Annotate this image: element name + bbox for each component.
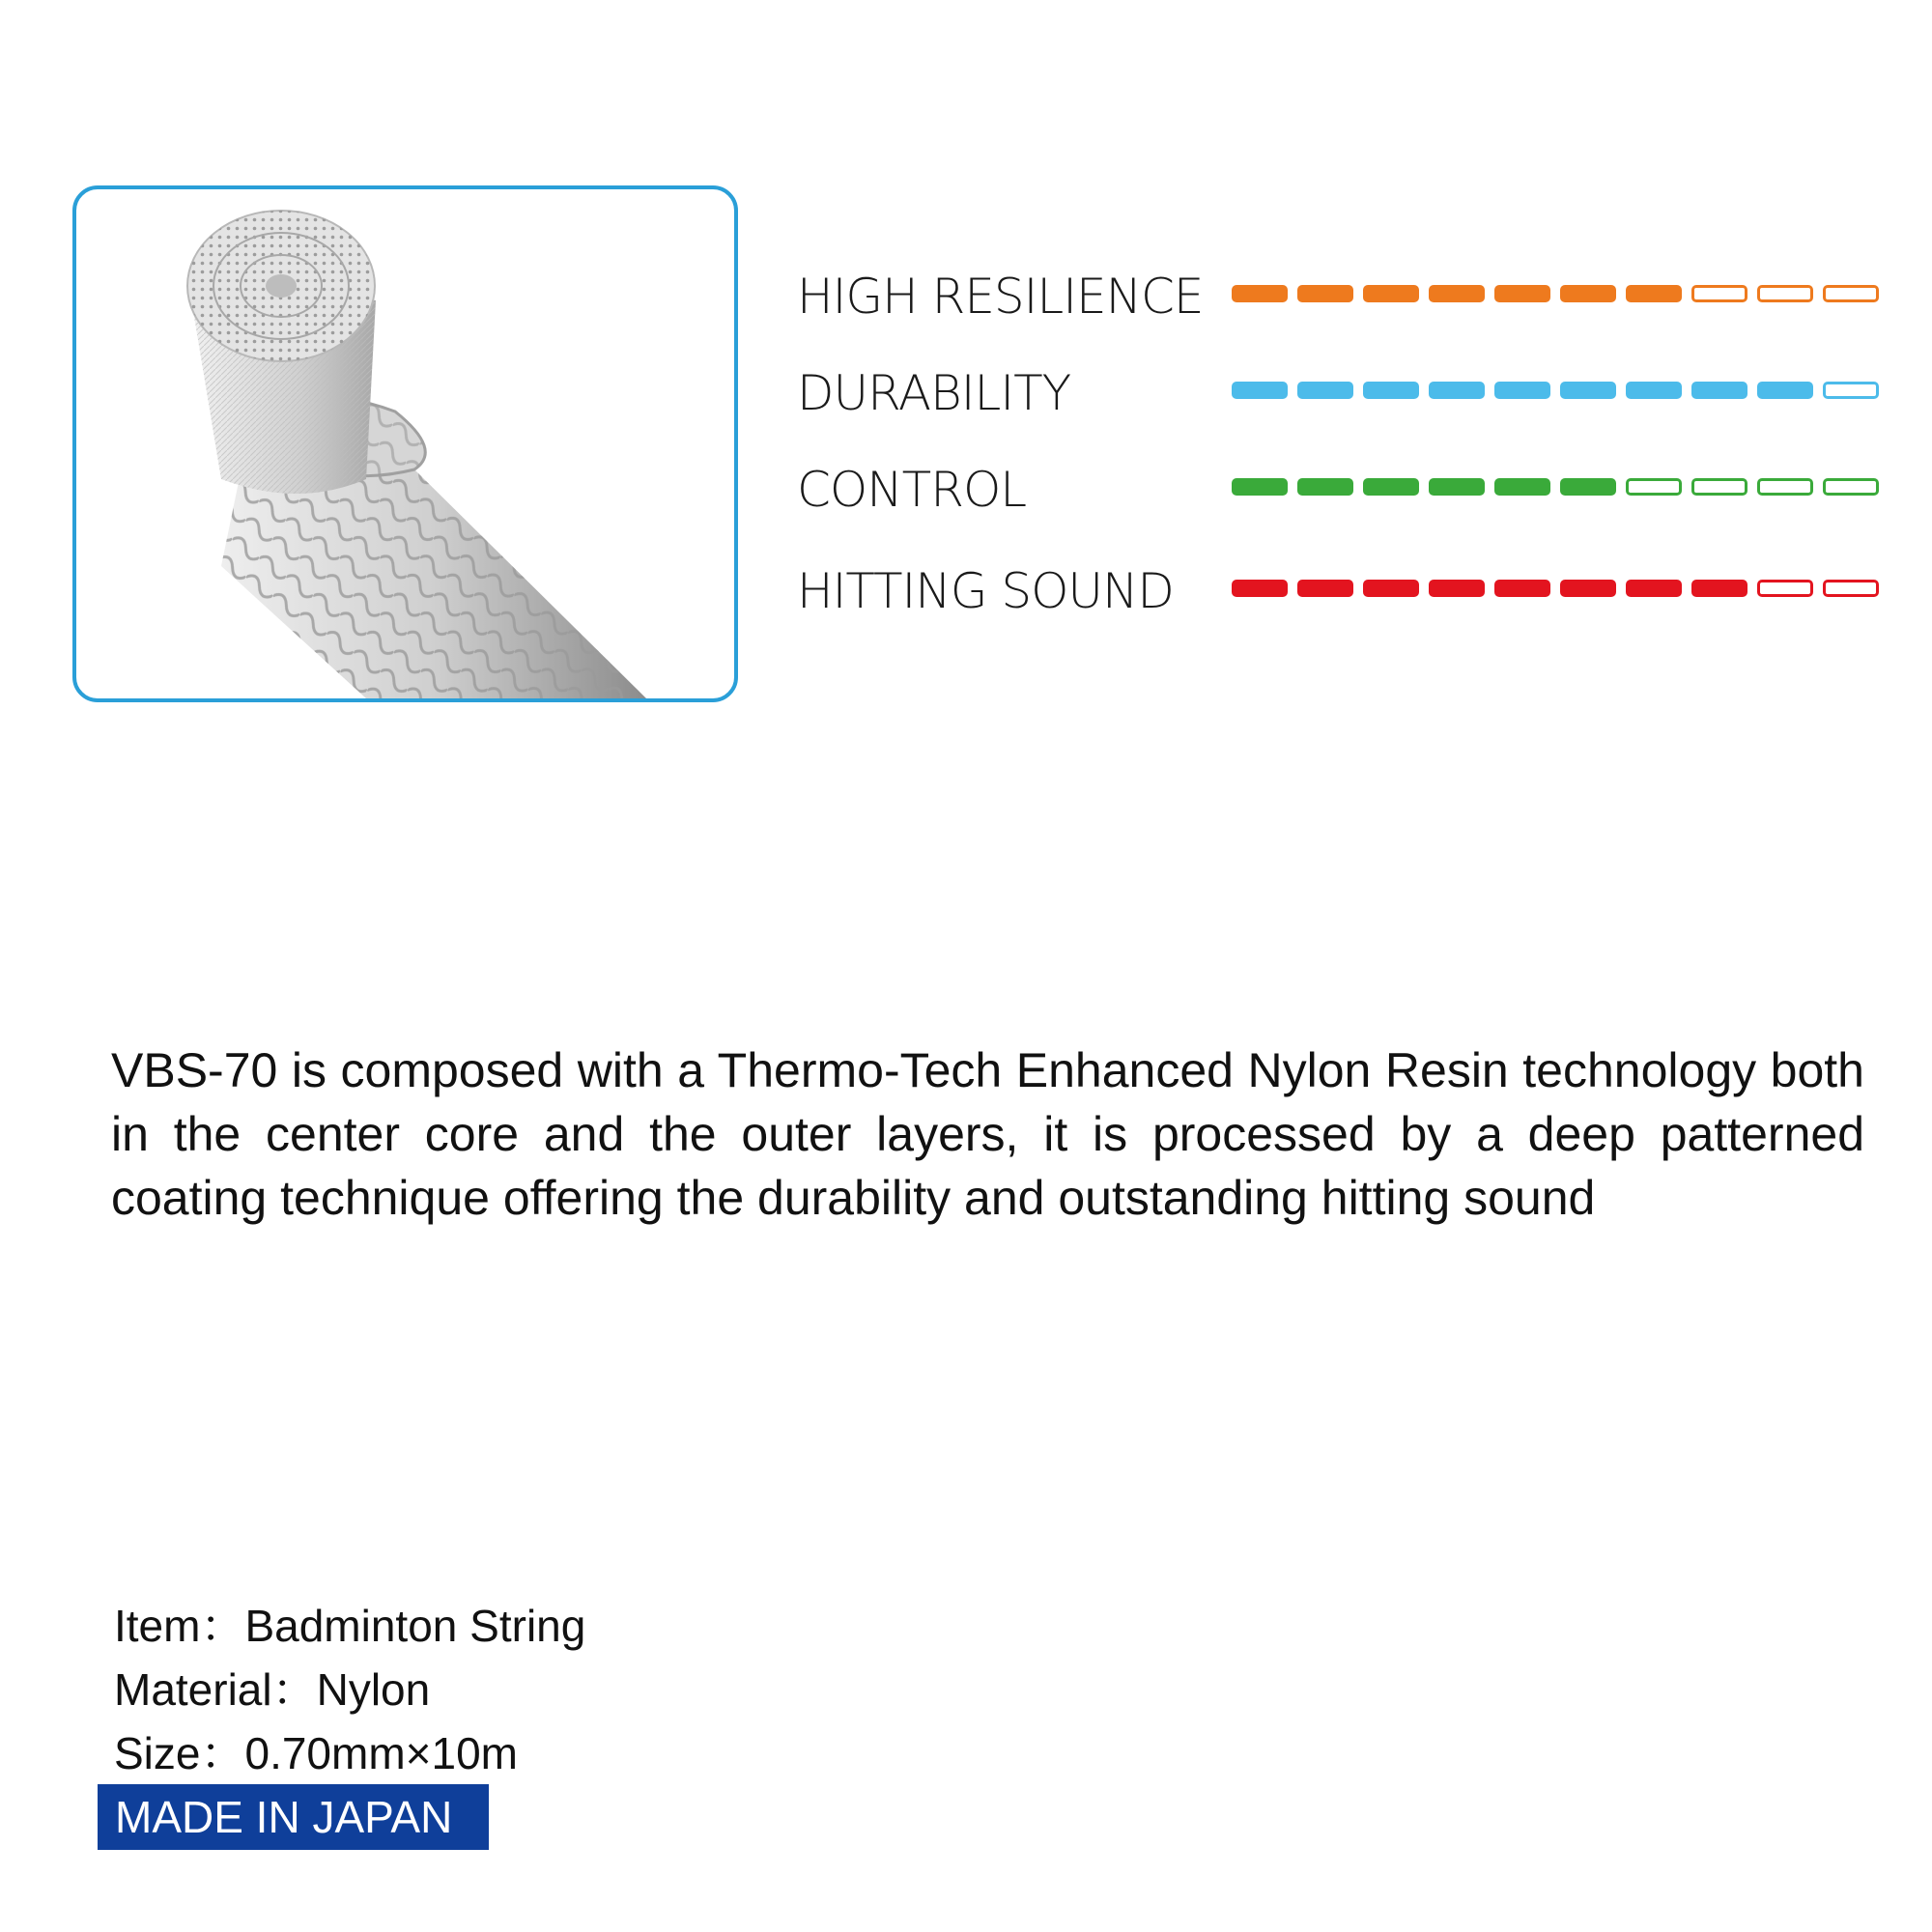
rating-bar bbox=[1232, 473, 1903, 502]
rating-segment-filled bbox=[1494, 478, 1550, 496]
rating-row-hitting-sound bbox=[797, 555, 1908, 623]
rating-segment-filled bbox=[1232, 478, 1288, 496]
rating-segment-filled bbox=[1363, 478, 1419, 496]
rating-segment-empty bbox=[1823, 285, 1879, 302]
rating-label: HIGH RESILIENCE bbox=[797, 269, 1204, 325]
rating-segment-filled bbox=[1626, 285, 1682, 302]
rating-row-control bbox=[797, 454, 1908, 522]
rating-segment-filled bbox=[1494, 285, 1550, 302]
string-cross-section-icon bbox=[76, 189, 734, 698]
rating-segment-filled bbox=[1429, 382, 1485, 399]
rating-segment-empty bbox=[1626, 478, 1682, 496]
rating-segment-filled bbox=[1297, 285, 1353, 302]
rating-segment-filled bbox=[1560, 580, 1616, 597]
rating-segment-filled bbox=[1232, 580, 1288, 597]
rating-segment-empty bbox=[1757, 285, 1813, 302]
rating-segment-empty bbox=[1757, 478, 1813, 496]
rating-bar bbox=[1232, 575, 1903, 604]
product-image-frame bbox=[72, 185, 738, 702]
rating-segment-empty bbox=[1691, 285, 1747, 302]
rating-segment-filled bbox=[1363, 580, 1419, 597]
rating-segment-filled bbox=[1232, 285, 1288, 302]
spec-size: Size：0.70mm×10m bbox=[114, 1728, 518, 1778]
rating-label: HITTING SOUND bbox=[797, 563, 1174, 619]
rating-segment-filled bbox=[1297, 382, 1353, 399]
rating-segment-filled bbox=[1429, 478, 1485, 496]
rating-segment-filled bbox=[1560, 478, 1616, 496]
rating-row-durability bbox=[797, 357, 1908, 425]
ratings-panel bbox=[797, 0, 1908, 676]
rating-segment-filled bbox=[1429, 285, 1485, 302]
spec-item: Item：Badminton String bbox=[114, 1601, 586, 1651]
rating-row-high-resilience bbox=[797, 261, 1908, 328]
rating-segment-filled bbox=[1297, 478, 1353, 496]
rating-segment-empty bbox=[1823, 580, 1879, 597]
rating-segment-filled bbox=[1429, 580, 1485, 597]
rating-segment-filled bbox=[1560, 382, 1616, 399]
rating-segment-filled bbox=[1494, 580, 1550, 597]
rating-segment-filled bbox=[1626, 580, 1682, 597]
rating-segment-empty bbox=[1757, 580, 1813, 597]
spec-list bbox=[114, 1594, 585, 1785]
rating-bar bbox=[1232, 280, 1903, 309]
made-in-japan-badge: MADE IN JAPAN bbox=[98, 1784, 489, 1850]
rating-segment-empty bbox=[1823, 382, 1879, 399]
rating-segment-filled bbox=[1626, 382, 1682, 399]
product-description: VBS-70 is composed with a Thermo-Tech Enhanced Nylon Resin technology both in the center core and the outer layers, it is processed by a deep patterned coating technique offering the durability and outstanding hitting sound bbox=[111, 1043, 1864, 1225]
rating-segment-filled bbox=[1363, 382, 1419, 399]
rating-segment-filled bbox=[1691, 580, 1747, 597]
rating-segment-filled bbox=[1297, 580, 1353, 597]
rating-segment-filled bbox=[1232, 382, 1288, 399]
spec-material: Material：Nylon bbox=[114, 1664, 431, 1715]
rating-label: CONTROL bbox=[797, 462, 1027, 518]
rating-segment-filled bbox=[1363, 285, 1419, 302]
rating-label: DURABILITY bbox=[797, 365, 1071, 421]
rating-segment-filled bbox=[1691, 382, 1747, 399]
rating-segment-filled bbox=[1560, 285, 1616, 302]
rating-segment-filled bbox=[1494, 382, 1550, 399]
rating-segment-empty bbox=[1691, 478, 1747, 496]
rating-segment-empty bbox=[1823, 478, 1879, 496]
rating-bar bbox=[1232, 377, 1903, 406]
rating-segment-filled bbox=[1757, 382, 1813, 399]
